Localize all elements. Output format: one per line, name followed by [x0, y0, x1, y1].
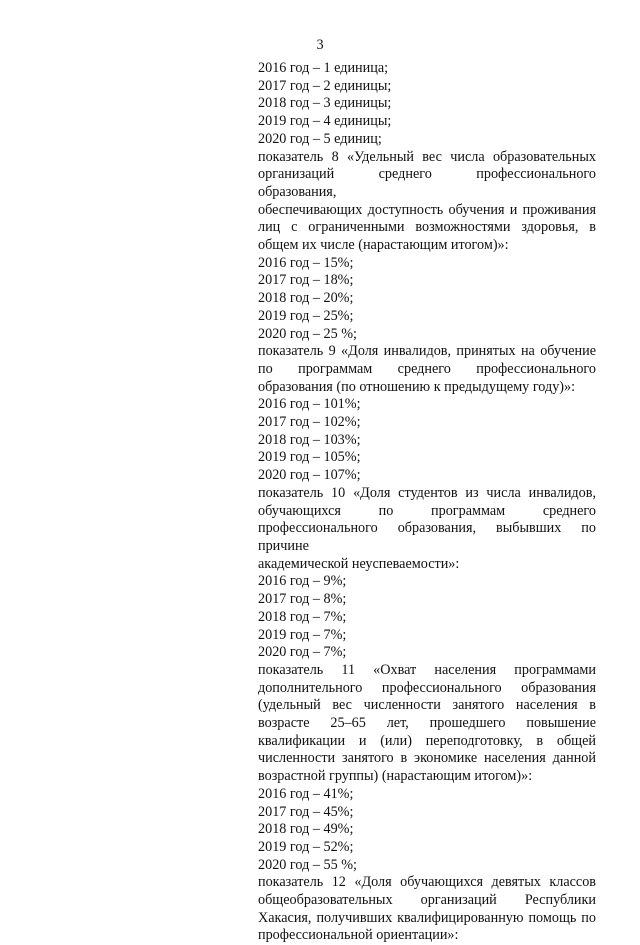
page-number: 3	[316, 37, 324, 53]
indicator-8-paragraph	[258, 149, 596, 255]
year-value-line: 2019 год – 4 единицы;	[258, 113, 392, 130]
indicator-10-paragraph	[258, 485, 596, 574]
indicator-11-paragraph	[258, 662, 596, 786]
paragraph-line: лиц с ограниченными возможностями здоровья, в	[258, 219, 596, 236]
year-value-line: 2017 год – 45%;	[258, 803, 354, 820]
document-body	[258, 60, 596, 945]
year-value-line: 2020 год – 5 единиц;	[258, 130, 382, 147]
year-value-line: 2018 год – 7%;	[258, 608, 347, 625]
indicator-9-values	[258, 396, 596, 485]
year-value-line: 2016 год – 1 единица;	[258, 60, 389, 76]
indicator-10-values	[258, 573, 596, 662]
year-value-line: 2019 год – 25%;	[258, 307, 354, 324]
year-value-line: 2019 год – 7%;	[258, 626, 347, 643]
year-value-line: 2017 год – 2 единицы;	[258, 77, 392, 94]
year-value-line: 2018 год – 49%;	[258, 821, 354, 838]
paragraph-line: показатель 11 «Охват населения программами	[258, 661, 596, 678]
indicator-9-paragraph	[258, 343, 596, 396]
indicator-8-values	[258, 255, 596, 344]
paragraph-line: профессионального образования, выбывших по причине	[258, 520, 596, 554]
year-value-line: 2020 год – 55 %;	[258, 856, 357, 873]
paragraph-line: квалификации и (или) переподготовку, в общей	[258, 732, 596, 749]
year-value-line: 2020 год – 107%;	[258, 467, 361, 484]
paragraph-line: показатель 12 «Доля обучающихся девятых классов	[258, 874, 596, 891]
year-value-line: 2017 год – 8%;	[258, 591, 347, 608]
paragraph-line: по программам среднего профессионального	[258, 360, 596, 377]
year-value-line: 2020 год – 25 %;	[258, 325, 357, 342]
indicator-7-values	[258, 60, 596, 149]
paragraph-line: (удельный вес численности занятого населения в	[258, 697, 596, 714]
paragraph-line: общем их числе (нарастающим итогом)»:	[258, 237, 509, 254]
year-value-line: 2016 год – 101%;	[258, 396, 361, 413]
year-value-line: 2019 год – 52%;	[258, 838, 354, 855]
year-value-line: 2017 год – 18%;	[258, 272, 354, 289]
paragraph-line: показатель 10 «Доля студентов из числа инвалидов,	[258, 484, 596, 501]
paragraph-line: профессиональной ориентации»:	[258, 927, 459, 944]
year-value-line: 2018 год – 103%;	[258, 431, 361, 448]
paragraph-line: академической неуспеваемости»:	[258, 555, 460, 572]
paragraph-line: численности занятого в экономике населения данной	[258, 750, 596, 767]
year-value-line: 2018 год – 3 единицы;	[258, 95, 392, 112]
year-value-line: 2020 год – 7%;	[258, 644, 347, 661]
year-value-line: 2016 год – 41%;	[258, 785, 354, 802]
paragraph-line: показатель 9 «Доля инвалидов, принятых на обучение	[258, 343, 596, 360]
indicator-12-paragraph	[258, 874, 596, 945]
paragraph-line: организаций среднего профессионального образования,	[258, 166, 596, 200]
paragraph-line: возрастной группы) (нарастающим итогом)»:	[258, 768, 533, 785]
paragraph-line: общеобразовательных организаций Республики	[258, 892, 596, 909]
year-value-line: 2017 год – 102%;	[258, 414, 361, 431]
paragraph-line: Хакасия, получивших квалифицированную помощь по	[258, 909, 596, 926]
paragraph-line: обучающихся по программам среднего	[258, 502, 596, 519]
paragraph-line: образования (по отношению к предыдущему году)»:	[258, 378, 576, 395]
paragraph-line: обеспечивающих доступность обучения и проживания	[258, 201, 596, 218]
year-value-line: 2016 год – 9%;	[258, 573, 347, 590]
year-value-line: 2019 год – 105%;	[258, 449, 361, 466]
indicator-11-values	[258, 786, 596, 875]
paragraph-line: показатель 8 «Удельный вес числа образовательных	[258, 148, 596, 165]
paragraph-line: дополнительного профессионального образования	[258, 679, 596, 696]
year-value-line: 2018 год – 20%;	[258, 290, 354, 307]
paragraph-line: возрасте 25–65 лет, прошедшего повышение	[258, 715, 596, 732]
year-value-line: 2016 год – 15%;	[258, 254, 354, 271]
